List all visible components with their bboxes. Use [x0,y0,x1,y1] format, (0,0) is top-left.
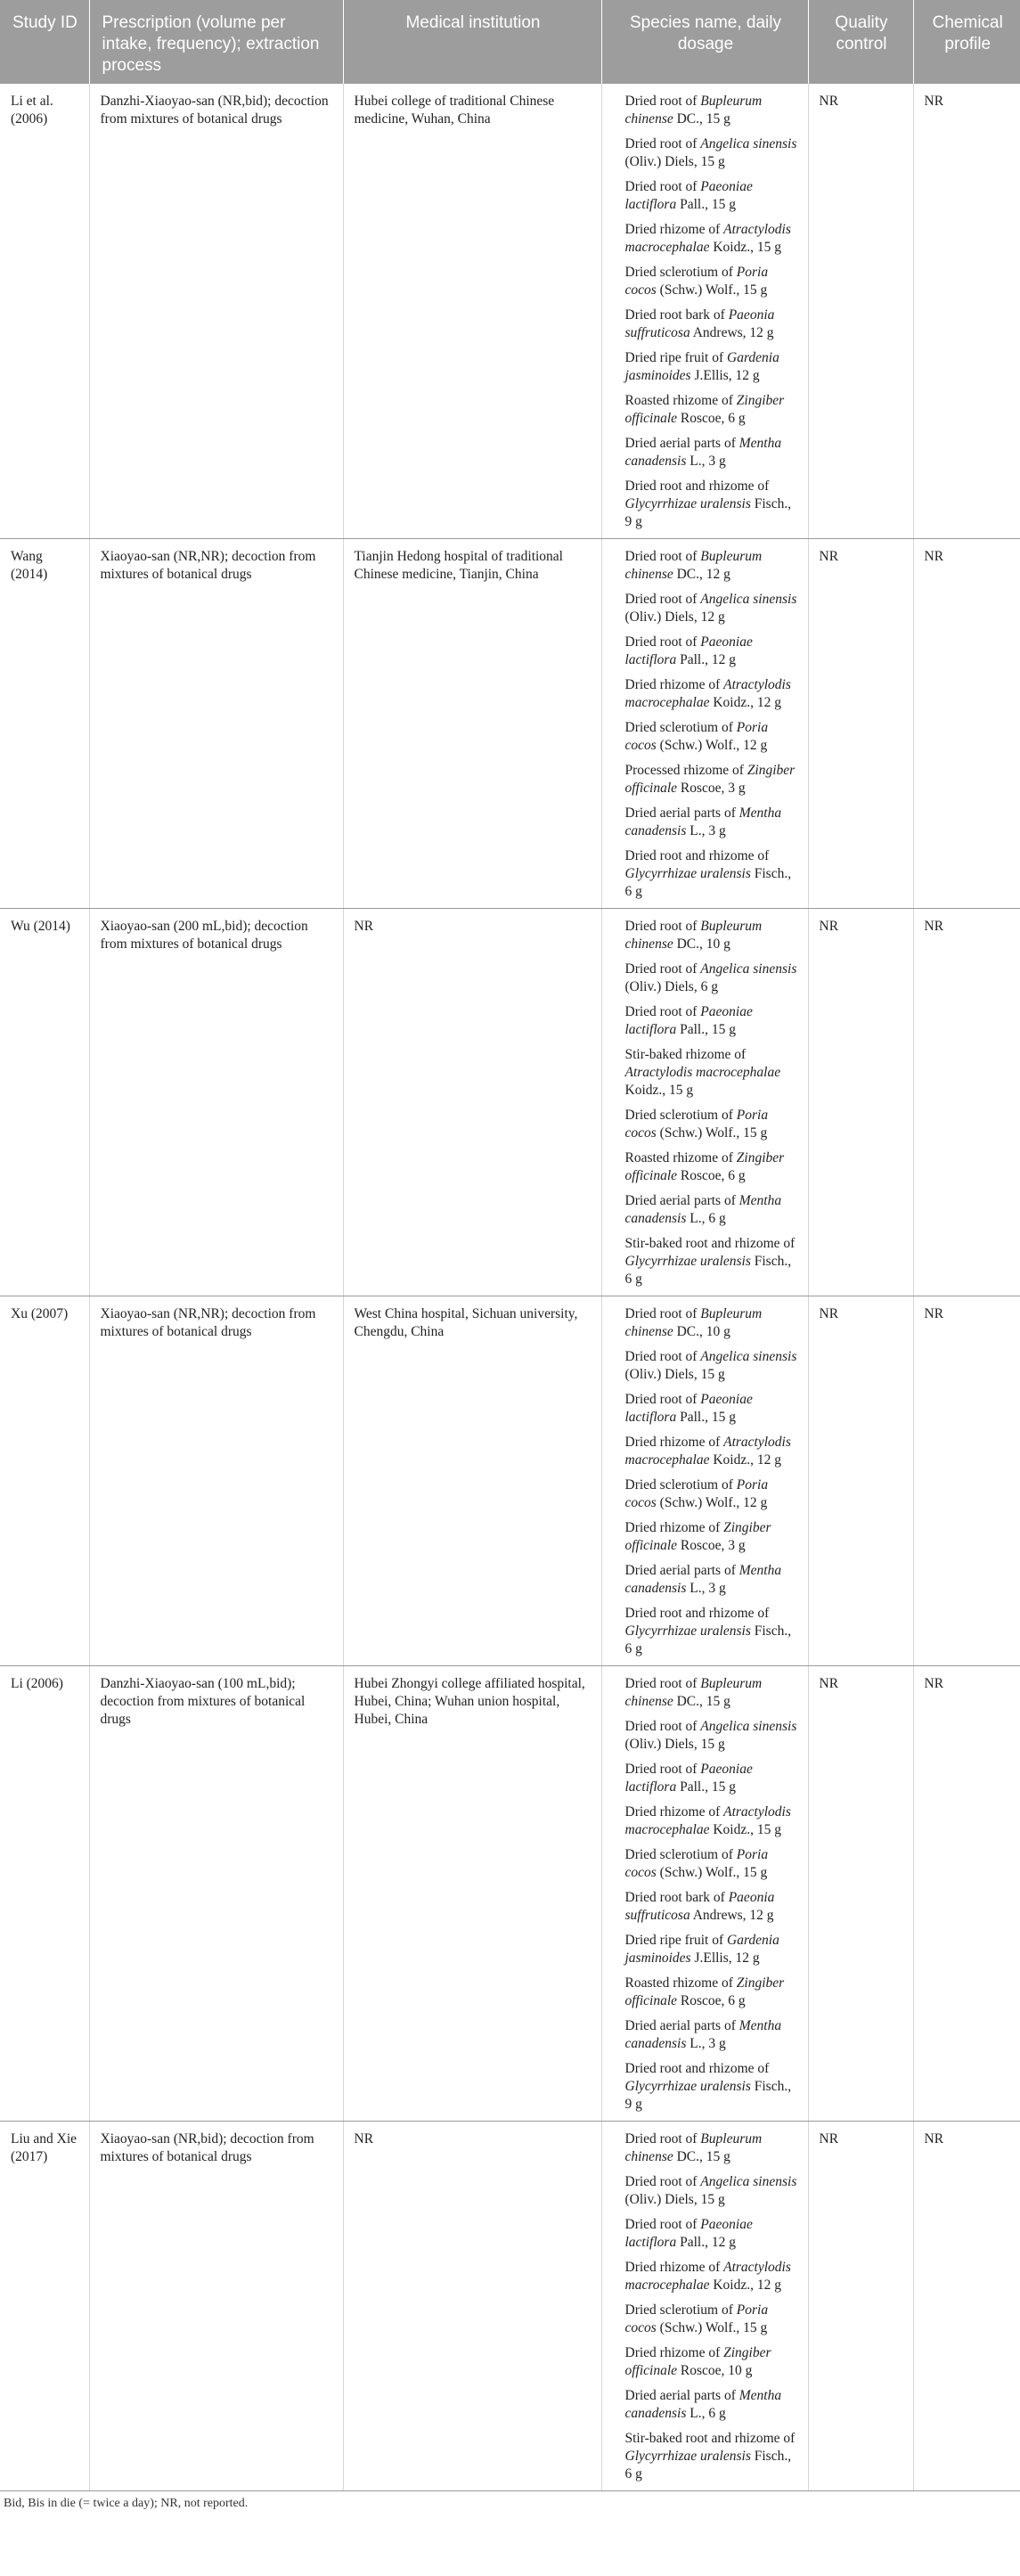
species-entry [625,1348,799,1384]
table-row [0,1296,1020,1666]
species-dosage: Koidz., 12 g [709,1452,781,1468]
species-dosage: Fisch., 6 g [624,2449,792,2482]
species-dosage: (Schw.) Wolf., 12 g [656,738,768,753]
species-scientific-name: Paeoniae lactiflora [624,1392,753,1425]
header-quality-control: Quality control [808,0,913,84]
species-entry [625,1046,799,1100]
species-entry [625,591,799,626]
species-part: Dried sclerotium of [624,1847,737,1862]
species-scientific-name: Bupleurum chinense [624,94,763,127]
species-part: Dried sclerotium of [624,1108,737,1123]
species-scientific-name: Mentha canadensis [624,2018,782,2051]
species-dosage: Roscoe, 3 g [677,1538,746,1553]
species-dosage: Roscoe, 10 g [677,2363,753,2378]
table-row [0,2122,1020,2491]
species-scientific-name: Paeonia suffruticosa [624,307,775,340]
species-scientific-name: Glycyrrhizae uralensis [624,2449,751,2464]
species-dosage: (Schw.) Wolf., 15 g [656,1865,768,1880]
species-scientific-name: Bupleurum chinense [624,549,763,582]
species-scientific-name: Atractylodis macrocephalae [624,1065,781,1080]
species-part: Dried sclerotium of [624,720,737,735]
species-entry [625,1718,799,1754]
species-entry [625,2430,799,2483]
species-part: Dried aerial parts of [624,1193,739,1208]
species-dosage: DC., 15 g [673,2149,730,2164]
cell-study-id: Li et al. (2006) [0,84,89,539]
species-scientific-name: Glycyrrhizae uralensis [624,866,751,881]
species-entry [625,1675,799,1711]
table-row [0,909,1020,1296]
species-dosage: J.Ellis, 12 g [690,368,760,383]
species-part: Dried root of [624,1392,701,1407]
species-entry [625,676,799,712]
species-dosage: Roscoe, 6 g [677,411,746,426]
species-dosage: DC., 10 g [673,936,730,952]
species-entry [625,178,799,214]
species-scientific-name: Glycyrrhizae uralensis [624,1254,751,1269]
species-entry [625,1391,799,1427]
table-row [0,539,1020,909]
species-entry [625,1434,799,1469]
cell-study-id: Li (2006) [0,1666,89,2122]
species-part: Dried root of [624,1306,701,1321]
species-entry [625,1889,799,1925]
species-scientific-name: Zingiber officinale [624,2345,771,2378]
cell-study-id: Wu (2014) [0,909,89,1296]
species-scientific-name: Poria cocos [624,2302,769,2335]
species-dosage: L., 3 g [686,2036,726,2051]
species-dosage: Pall., 15 g [676,1410,736,1425]
species-part: Dried root of [624,2174,701,2189]
species-dosage: Andrews, 12 g [690,325,774,340]
cell-prescription: Xiaoyao-san (200 mL,bid); decoction from mixtures of botanical drugs [89,909,343,1296]
species-entry [625,1761,799,1796]
species-entry [625,307,799,342]
species-entry [625,2387,799,2423]
species-scientific-name: Paeoniae lactiflora [624,634,753,667]
species-part: Dried rhizome of [624,1520,724,1535]
header-species: Species name, daily dosage [601,0,808,84]
cell-medical-institution: NR [343,909,601,1296]
species-entry [625,2344,799,2380]
species-scientific-name: Angelica sinensis [700,136,797,151]
species-dosage: Koidz., 15 g [709,240,781,255]
cell-chemical-profile: NR [913,84,1020,539]
species-part: Roasted rhizome of [624,1150,737,1165]
species-part: Dried rhizome of [624,222,724,237]
cell-prescription: Danzhi-Xiaoyao-san (100 mL,bid); decoction from mixtures of botanical drugs [89,1666,343,2122]
table-row [0,1666,1020,2122]
species-part: Dried root of [624,1349,701,1364]
species-part: Dried root bark of [624,1890,729,1905]
species-scientific-name: Paeoniae lactiflora [624,1004,753,1037]
species-part: Dried root of [624,1676,701,1691]
header-medical-institution: Medical institution [343,0,601,84]
species-dosage: (Oliv.) Diels, 15 g [624,1737,725,1752]
species-dosage: Pall., 12 g [676,652,736,667]
species-entry [625,762,799,797]
species-dosage: Pall., 12 g [676,2235,736,2250]
species-part: Dried root of [624,1719,701,1734]
species-scientific-name: Atractylodis macrocephalae [624,1804,791,1837]
species-part: Dried sclerotium of [624,265,737,280]
species-part: Dried rhizome of [624,1804,724,1820]
species-entry [625,2130,799,2166]
species-part: Dried root of [624,592,701,607]
species-dosage: (Oliv.) Diels, 15 g [624,1367,725,1382]
header-row [0,0,1020,84]
species-scientific-name: Bupleurum chinense [624,1306,763,1339]
species-entry [625,349,799,385]
species-part: Dried root and rhizome of [624,848,770,863]
table-row [0,84,1020,539]
species-scientific-name: Angelica sinensis [700,961,797,977]
species-scientific-name: Zingiber officinale [624,763,796,796]
cell-study-id: Liu and Xie (2017) [0,2122,89,2491]
species-part: Dried root and rhizome of [624,478,770,494]
cell-study-id: Wang (2014) [0,539,89,909]
cell-species-list [601,1296,808,1666]
species-dosage: Pall., 15 g [676,1022,736,1037]
species-dosage: (Oliv.) Diels, 12 g [624,609,725,625]
species-dosage: DC., 12 g [673,567,730,582]
species-part: Dried rhizome of [624,1435,724,1450]
species-dosage: L., 3 g [686,1581,726,1596]
species-scientific-name: Glycyrrhizae uralensis [624,2079,751,2094]
species-scientific-name: Poria cocos [624,1108,769,1141]
species-scientific-name: Poria cocos [624,720,769,753]
species-entry [625,918,799,953]
species-scientific-name: Bupleurum chinense [624,1676,763,1709]
species-scientific-name: Angelica sinensis [700,2174,797,2189]
species-dosage: (Oliv.) Diels, 6 g [624,979,718,994]
species-entry [625,1235,799,1288]
cell-prescription: Xiaoyao-san (NR,NR); decoction from mixtures of botanical drugs [89,1296,343,1666]
species-entry [625,1519,799,1555]
species-part: Dried aerial parts of [624,1563,739,1578]
species-part: Dried aerial parts of [624,436,739,451]
species-scientific-name: Angelica sinensis [700,1349,797,1364]
cell-quality-control: NR [808,1666,913,2122]
species-scientific-name: Poria cocos [624,1847,769,1880]
header-prescription: Prescription (volume per intake, frequency); extraction process [89,0,343,84]
table-header [0,0,1020,84]
cell-chemical-profile: NR [913,1296,1020,1666]
species-entry [625,1305,799,1341]
species-dosage: (Schw.) Wolf., 15 g [656,282,768,298]
table-body [0,84,1020,2491]
species-scientific-name: Gardenia jasminoides [624,350,779,383]
species-entry [625,1846,799,1882]
species-part: Dried aerial parts of [624,2018,739,2033]
species-dosage: L., 6 g [686,2406,726,2421]
species-part: Dried root of [624,961,701,977]
cell-species-list [601,84,808,539]
species-scientific-name: Paeoniae lactiflora [624,2217,753,2250]
species-part: Roasted rhizome of [624,393,737,408]
cell-chemical-profile: NR [913,539,1020,909]
cell-chemical-profile: NR [913,909,1020,1296]
species-entry [625,805,799,840]
species-scientific-name: Poria cocos [624,1477,769,1510]
species-part: Dried rhizome of [624,677,724,692]
species-part: Dried aerial parts of [624,806,739,821]
species-part: Stir-baked rhizome of [624,1047,747,1062]
cell-species-list [601,1666,808,2122]
species-scientific-name: Angelica sinensis [700,592,797,607]
species-part: Dried root and rhizome of [624,1606,770,1621]
species-entry [625,1562,799,1598]
species-dosage: Andrews, 12 g [690,1908,774,1923]
species-entry [625,548,799,584]
species-part: Dried root of [624,2217,701,2232]
species-part: Dried root of [624,1762,701,1777]
table-footnote: Bid, Bis in die (= twice a day); NR, not reported. [4,2497,249,2510]
species-scientific-name: Bupleurum chinense [624,919,763,952]
species-entry [625,2173,799,2209]
header-study-id: Study ID [0,0,89,84]
species-dosage: L., 6 g [686,1211,726,1226]
species-part: Dried root of [624,919,701,934]
species-dosage: Fisch., 6 g [624,866,792,899]
species-scientific-name: Zingiber officinale [624,1975,785,2008]
species-entry [625,719,799,755]
species-entry [625,634,799,669]
species-dosage: L., 3 g [686,823,726,838]
species-part: Dried aerial parts of [624,2388,739,2403]
species-part: Stir-baked root and rhizome of [624,2431,796,2446]
cell-quality-control: NR [808,539,913,909]
species-entry [625,93,799,128]
species-part: Dried root of [624,549,701,564]
cell-species-list [601,539,808,909]
species-part: Dried ripe fruit of [624,1933,727,1948]
header-chemical-profile: Chemical profile [913,0,1020,84]
species-part: Dried root and rhizome of [624,2061,770,2076]
cell-medical-institution: West China hospital, Sichuan university, Chengdu, China [343,1296,601,1666]
species-part: Dried ripe fruit of [624,350,727,365]
species-scientific-name: Poria cocos [624,265,769,298]
species-entry [625,961,799,996]
species-scientific-name: Mentha canadensis [624,1193,782,1226]
species-entry [625,221,799,257]
species-part: Dried root of [624,179,701,194]
species-entry [625,1149,799,1185]
species-entry [625,847,799,901]
species-scientific-name: Mentha canadensis [624,1563,782,1596]
cell-medical-institution: Tianjin Hedong hospital of traditional Chinese medicine, Tianjin, China [343,539,601,909]
species-entry [625,2216,799,2252]
species-dosage: DC., 15 g [673,111,730,127]
cell-prescription: Xiaoyao-san (NR,NR); decoction from mixtures of botanical drugs [89,539,343,909]
species-scientific-name: Atractylodis macrocephalae [624,1435,791,1468]
species-part: Dried root of [624,94,701,109]
species-scientific-name: Atractylodis macrocephalae [624,222,791,255]
species-part: Roasted rhizome of [624,1975,737,1991]
species-dosage: Roscoe, 3 g [677,781,746,796]
species-scientific-name: Zingiber officinale [624,393,785,426]
species-scientific-name: Paeoniae lactiflora [624,179,753,212]
species-entry [625,392,799,428]
species-dosage: Koidz., 15 g [709,1822,781,1837]
species-scientific-name: Paeonia suffruticosa [624,1890,775,1923]
species-part: Dried sclerotium of [624,2302,737,2318]
cell-medical-institution: Hubei college of traditional Chinese medicine, Wuhan, China [343,84,601,539]
species-scientific-name: Zingiber officinale [624,1150,785,1183]
species-part: Dried root of [624,2131,701,2147]
cell-prescription: Danzhi-Xiaoyao-san (NR,bid); decoction from mixtures of botanical drugs [89,84,343,539]
species-dosage: Fisch., 9 g [624,496,792,529]
species-entry [625,2017,799,2053]
species-dosage: Fisch., 6 g [624,1254,792,1287]
species-dosage: Fisch., 9 g [624,2079,792,2112]
species-scientific-name: Glycyrrhizae uralensis [624,1623,751,1639]
species-entry [625,1932,799,1967]
species-dosage: Roscoe, 6 g [677,1168,746,1183]
cell-chemical-profile: NR [913,1666,1020,2122]
species-entry [625,1003,799,1039]
species-scientific-name: Gardenia jasminoides [624,1933,779,1966]
cell-medical-institution: NR [343,2122,601,2491]
species-part: Dried rhizome of [624,2345,724,2360]
cell-quality-control: NR [808,84,913,539]
cell-medical-institution: Hubei Zhongyi college affiliated hospital, Hubei, China; Wuhan union hospital, Hubei, China [343,1666,601,2122]
species-scientific-name: Zingiber officinale [624,1520,771,1553]
species-dosage: (Schw.) Wolf., 12 g [656,1495,768,1510]
species-scientific-name: Atractylodis macrocephalae [624,2260,791,2293]
cell-species-list [601,909,808,1296]
species-scientific-name: Mentha canadensis [624,2388,782,2421]
species-scientific-name: Glycyrrhizae uralensis [624,496,751,511]
species-dosage: Koidz., 15 g [624,1083,694,1098]
species-part: Processed rhizome of [624,763,747,778]
species-entry [625,1192,799,1228]
species-scientific-name: Angelica sinensis [700,1719,797,1734]
species-dosage: DC., 15 g [673,1694,730,1709]
species-entry [625,435,799,470]
species-entry [625,264,799,299]
species-dosage: Pall., 15 g [676,197,736,212]
species-dosage: J.Ellis, 12 g [690,1950,760,1966]
species-entry [625,1975,799,2010]
species-part: Dried root of [624,136,701,151]
species-dosage: Roscoe, 6 g [677,1993,746,2008]
species-entry [625,1476,799,1512]
species-entry [625,478,799,531]
species-dosage: (Oliv.) Diels, 15 g [624,154,725,169]
species-entry [625,1605,799,1658]
species-scientific-name: Bupleurum chinense [624,2131,763,2164]
species-entry [625,1803,799,1839]
species-part: Stir-baked root and rhizome of [624,1236,796,1251]
species-dosage: Pall., 15 g [676,1779,736,1795]
species-part: Dried root of [624,634,701,650]
species-dosage: (Oliv.) Diels, 15 g [624,2192,725,2207]
species-scientific-name: Mentha canadensis [624,806,782,838]
species-dosage: Fisch., 6 g [624,1623,792,1656]
species-dosage: (Schw.) Wolf., 15 g [656,1125,768,1141]
cell-study-id: Xu (2007) [0,1296,89,1666]
species-dosage: (Schw.) Wolf., 15 g [656,2320,768,2335]
cell-quality-control: NR [808,2122,913,2491]
species-dosage: Koidz., 12 g [709,695,781,710]
species-entry [625,2259,799,2294]
cell-quality-control: NR [808,1296,913,1666]
species-part: Dried rhizome of [624,2260,724,2275]
species-part: Dried root bark of [624,307,729,323]
cell-chemical-profile: NR [913,2122,1020,2491]
species-scientific-name: Mentha canadensis [624,436,782,469]
cell-prescription: Xiaoyao-san (NR,bid); decoction from mixtures of botanical drugs [89,2122,343,2491]
species-dosage: DC., 10 g [673,1324,730,1339]
species-dosage: Koidz., 12 g [709,2278,781,2293]
species-scientific-name: Atractylodis macrocephalae [624,677,791,710]
species-part: Dried sclerotium of [624,1477,737,1492]
species-dosage: L., 3 g [686,454,726,469]
species-part: Dried root of [624,1004,701,1019]
species-entry [625,135,799,171]
cell-quality-control: NR [808,909,913,1296]
species-entry [625,1107,799,1142]
species-entry [625,2302,799,2337]
species-scientific-name: Paeoniae lactiflora [624,1762,753,1795]
species-entry [625,2060,799,2114]
cell-species-list [601,2122,808,2491]
